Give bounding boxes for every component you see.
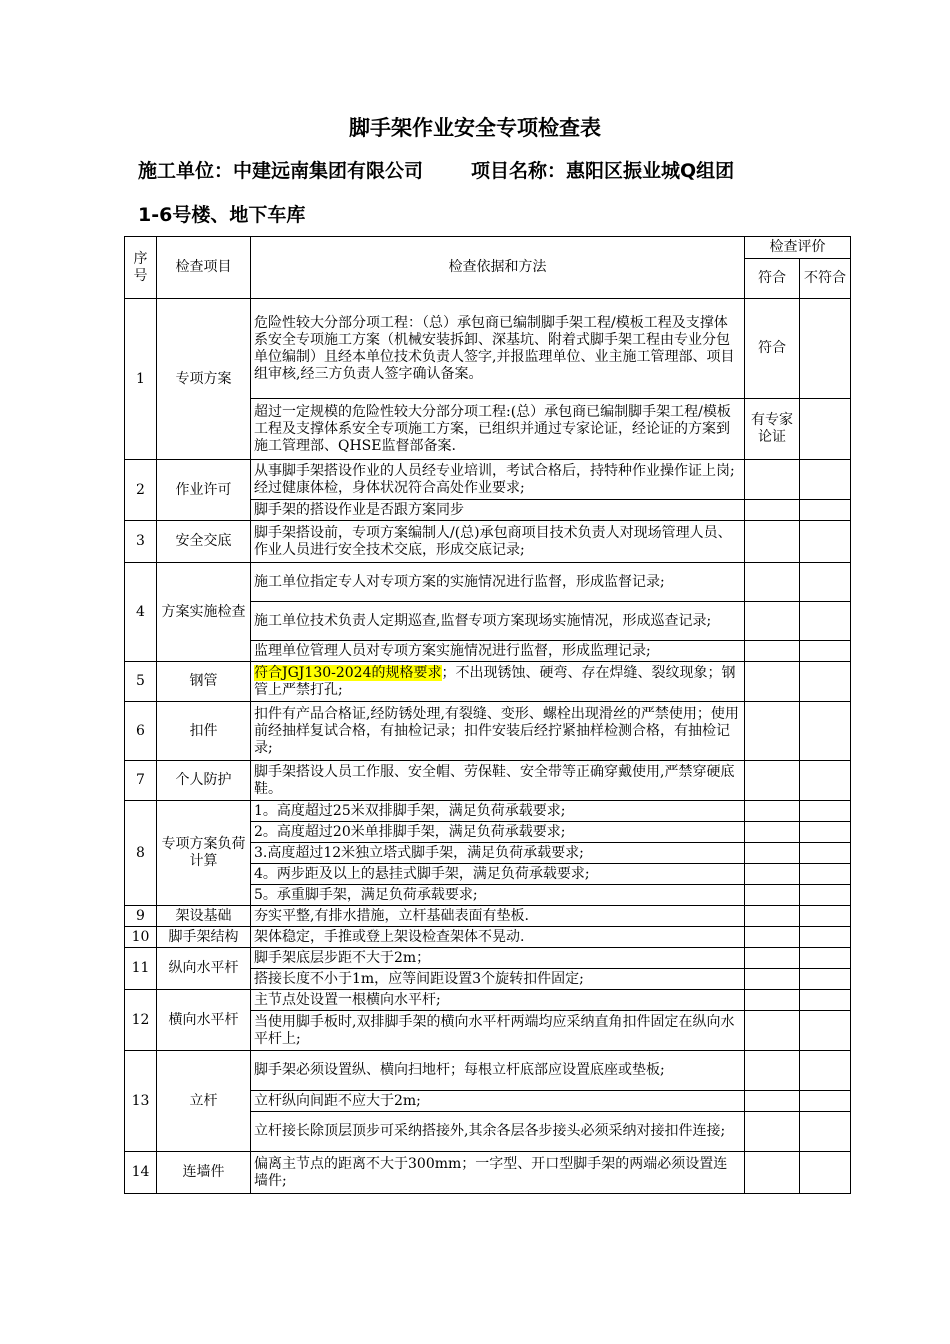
project-name: 项目名称：惠阳区振业城Q组团 bbox=[471, 160, 735, 182]
evaluation-pass[interactable] bbox=[745, 761, 800, 801]
evaluation-fail[interactable] bbox=[800, 1112, 851, 1152]
row-number: 1 bbox=[125, 299, 157, 460]
evaluation-pass[interactable] bbox=[745, 1112, 800, 1152]
row-number: 12 bbox=[125, 990, 157, 1051]
evaluation-fail[interactable] bbox=[800, 906, 851, 927]
inspection-item: 钢管 bbox=[157, 662, 251, 702]
header-fail: 不符合 bbox=[800, 259, 851, 299]
table-row bbox=[125, 521, 851, 563]
evaluation-fail[interactable] bbox=[800, 299, 851, 399]
inspection-basis: 当使用脚手板时,双排脚手架的横向水平杆两端均应采纳直角扣件固定在纵向水平杆上; bbox=[251, 1011, 745, 1051]
evaluation-fail[interactable] bbox=[800, 563, 851, 602]
inspection-basis: 监理单位管理人员对专项方案实施情况进行监督，形成监理记录; bbox=[251, 641, 745, 662]
inspection-basis: 脚手架必须设置纵、横向扫地杆；每根立杆底部应设置底座或垫板; bbox=[251, 1051, 745, 1091]
evaluation-pass[interactable] bbox=[745, 460, 800, 500]
inspection-item: 脚手架结构 bbox=[157, 927, 251, 948]
row-number: 2 bbox=[125, 460, 157, 521]
evaluation-fail[interactable] bbox=[800, 702, 851, 761]
inspection-item: 横向水平杆 bbox=[157, 990, 251, 1051]
evaluation-pass[interactable] bbox=[745, 885, 800, 906]
header-info bbox=[138, 156, 734, 183]
inspection-item: 架设基础 bbox=[157, 906, 251, 927]
table-row bbox=[125, 1152, 851, 1194]
evaluation-fail[interactable] bbox=[800, 521, 851, 563]
evaluation-fail[interactable] bbox=[800, 662, 851, 702]
evaluation-fail[interactable] bbox=[800, 843, 851, 864]
header-no: 序号 bbox=[125, 237, 157, 299]
row-number: 13 bbox=[125, 1051, 157, 1152]
inspection-basis: 1。高度超过25米双排脚手架，满足负荷承载要求; bbox=[251, 801, 745, 822]
evaluation-fail[interactable] bbox=[800, 864, 851, 885]
header-pass: 符合 bbox=[745, 259, 800, 299]
inspection-basis: 施工单位指定专人对专项方案的实施情况进行监督，形成监督记录; bbox=[251, 563, 745, 602]
table-row bbox=[125, 662, 851, 702]
table-body bbox=[125, 299, 851, 1194]
table-row bbox=[125, 948, 851, 969]
table-row bbox=[125, 702, 851, 761]
evaluation-pass[interactable] bbox=[745, 602, 800, 641]
basis-text: ；不出现锈蚀、硬弯、存在焊缝、裂纹现象；钢管上严禁打孔; bbox=[254, 664, 736, 698]
evaluation-fail[interactable] bbox=[800, 885, 851, 906]
evaluation-pass[interactable] bbox=[745, 500, 800, 521]
evaluation-pass[interactable] bbox=[745, 521, 800, 563]
table-row bbox=[125, 460, 851, 500]
evaluation-pass[interactable] bbox=[745, 864, 800, 885]
evaluation-fail[interactable] bbox=[800, 1051, 851, 1091]
evaluation-pass[interactable] bbox=[745, 906, 800, 927]
evaluation-fail[interactable] bbox=[800, 801, 851, 822]
evaluation-fail[interactable] bbox=[800, 990, 851, 1011]
evaluation-pass[interactable] bbox=[745, 662, 800, 702]
inspection-basis: 立杆接长除顶层顶步可采纳搭接外,其余各层各步接头必须采纳对接扣件连接; bbox=[251, 1112, 745, 1152]
evaluation-fail[interactable] bbox=[800, 399, 851, 460]
evaluation-fail[interactable] bbox=[800, 761, 851, 801]
inspection-basis: 搭接长度不小于1m，应等间距设置3个旋转扣件固定; bbox=[251, 969, 745, 990]
table-row bbox=[125, 563, 851, 602]
evaluation-fail[interactable] bbox=[800, 1091, 851, 1112]
evaluation-fail[interactable] bbox=[800, 641, 851, 662]
evaluation-fail[interactable] bbox=[800, 927, 851, 948]
evaluation-pass[interactable] bbox=[745, 1051, 800, 1091]
evaluation-pass[interactable] bbox=[745, 948, 800, 969]
table-row bbox=[125, 801, 851, 822]
evaluation-pass[interactable] bbox=[745, 702, 800, 761]
evaluation-pass[interactable] bbox=[745, 641, 800, 662]
inspection-basis: 夯实平整,有排水措施，立杆基础表面有垫板. bbox=[251, 906, 745, 927]
inspection-item: 纵向水平杆 bbox=[157, 948, 251, 990]
evaluation-fail[interactable] bbox=[800, 602, 851, 641]
evaluation-pass[interactable] bbox=[745, 1011, 800, 1051]
evaluation-pass[interactable] bbox=[745, 801, 800, 822]
evaluation-fail[interactable] bbox=[800, 1011, 851, 1051]
inspection-item: 作业许可 bbox=[157, 460, 251, 521]
table-row bbox=[125, 761, 851, 801]
table-row bbox=[125, 299, 851, 399]
inspection-basis: 立杆纵向间距不应大于2m; bbox=[251, 1091, 745, 1112]
row-number: 9 bbox=[125, 906, 157, 927]
inspection-item: 扣件 bbox=[157, 702, 251, 761]
evaluation-fail[interactable] bbox=[800, 500, 851, 521]
evaluation-fail[interactable] bbox=[800, 822, 851, 843]
inspection-basis bbox=[251, 662, 745, 702]
header-basis: 检查依据和方法 bbox=[251, 237, 745, 299]
row-number: 7 bbox=[125, 761, 157, 801]
evaluation-pass[interactable] bbox=[745, 1091, 800, 1112]
row-number: 3 bbox=[125, 521, 157, 563]
inspection-table bbox=[124, 236, 851, 1194]
row-number: 4 bbox=[125, 563, 157, 662]
row-number: 5 bbox=[125, 662, 157, 702]
inspection-item: 连墙件 bbox=[157, 1152, 251, 1194]
inspection-item: 方案实施检查 bbox=[157, 563, 251, 662]
inspection-item: 个人防护 bbox=[157, 761, 251, 801]
inspection-basis: 架体稳定，手推或登上架设检查架体不晃动. bbox=[251, 927, 745, 948]
header-evaluation: 检查评价 bbox=[745, 237, 851, 259]
header-item: 检查项目 bbox=[157, 237, 251, 299]
evaluation-fail[interactable] bbox=[800, 948, 851, 969]
inspection-basis: 3.高度超过12米独立塔式脚手架，满足负荷承载要求; bbox=[251, 843, 745, 864]
evaluation-pass[interactable] bbox=[745, 969, 800, 990]
row-number: 10 bbox=[125, 927, 157, 948]
inspection-basis: 危险性较大分部分项工程：（总）承包商已编制脚手架工程/模板工程及支撑体系安全专项施工方案（机械安装拆卸、深基坑、附着式脚手架工程由专业分包单位编制）且经本单位技术负责人签字,并报监理单位、业主施工管理部、项目组审核,经三方负责人签字确认备案。 bbox=[251, 299, 745, 399]
inspection-basis: 4。两步距及以上的悬挂式脚手架，满足负荷承载要求; bbox=[251, 864, 745, 885]
evaluation-fail[interactable] bbox=[800, 460, 851, 500]
inspection-basis: 脚手架的搭设作业是否跟方案同步 bbox=[251, 500, 745, 521]
evaluation-pass[interactable] bbox=[745, 563, 800, 602]
inspection-basis: 扣件有产品合格证,经防锈处理,有裂缝、变形、螺栓出现滑丝的严禁使用；使用前经抽样复试合格，有抽检记录；扣件安装后经拧紧抽样检测合格，有抽检记录; bbox=[251, 702, 745, 761]
row-number: 6 bbox=[125, 702, 157, 761]
evaluation-pass[interactable] bbox=[745, 1152, 800, 1194]
evaluation-pass[interactable]: 有专家论证 bbox=[745, 399, 800, 460]
table-row bbox=[125, 1051, 851, 1091]
evaluation-fail[interactable] bbox=[800, 1152, 851, 1194]
highlighted-text: 符合JGJ130-2024的规格要求 bbox=[254, 664, 442, 681]
table-row bbox=[125, 927, 851, 948]
inspection-basis: 主节点处设置一根横向水平杆; bbox=[251, 990, 745, 1011]
inspection-basis: 脚手架底层步距不大于2m； bbox=[251, 948, 745, 969]
row-number: 8 bbox=[125, 801, 157, 906]
inspection-basis: 施工单位技术负责人定期巡查,监督专项方案现场实施情况，形成巡查记录; bbox=[251, 602, 745, 641]
evaluation-fail[interactable] bbox=[800, 969, 851, 990]
inspection-item: 专项方案负荷计算 bbox=[157, 801, 251, 906]
inspection-item: 专项方案 bbox=[157, 299, 251, 460]
evaluation-pass[interactable] bbox=[745, 927, 800, 948]
evaluation-pass[interactable] bbox=[745, 822, 800, 843]
row-number: 14 bbox=[125, 1152, 157, 1194]
evaluation-pass[interactable] bbox=[745, 990, 800, 1011]
inspection-basis: 偏离主节点的距离不大于300mm；一字型、开口型脚手架的两端必须设置连墙件; bbox=[251, 1152, 745, 1194]
inspection-item: 安全交底 bbox=[157, 521, 251, 563]
table-row bbox=[125, 906, 851, 927]
inspection-basis: 脚手架搭设人员工作服、安全帽、劳保鞋、安全带等正确穿戴使用,严禁穿硬底鞋。 bbox=[251, 761, 745, 801]
inspection-basis: 脚手架搭设前，专项方案编制人/(总)承包商项目技术负责人对现场管理人员、作业人员进行安全技术交底，形成交底记录; bbox=[251, 521, 745, 563]
evaluation-pass[interactable]: 符合 bbox=[745, 299, 800, 399]
page-title: 脚手架作业安全专项检查表 bbox=[349, 116, 601, 140]
row-number: 11 bbox=[125, 948, 157, 990]
project-name-continued: 1-6号楼、地下车库 bbox=[138, 204, 306, 226]
inspection-basis: 从事脚手架搭设作业的人员经专业培训，考试合格后，持特种作业操作证上岗;经过健康体检，身体状况符合高处作业要求; bbox=[251, 460, 745, 500]
evaluation-pass[interactable] bbox=[745, 843, 800, 864]
inspection-basis: 2。高度超过20米单排脚手架，满足负荷承载要求; bbox=[251, 822, 745, 843]
construction-unit: 施工单位：中建远南集团有限公司 bbox=[138, 160, 424, 182]
table-row bbox=[125, 990, 851, 1011]
inspection-basis: 5。承重脚手架，满足负荷承载要求; bbox=[251, 885, 745, 906]
table-header bbox=[125, 237, 851, 299]
inspection-item: 立杆 bbox=[157, 1051, 251, 1152]
inspection-basis: 超过一定规模的危险性较大分部分项工程:(总）承包商已编制脚手架工程/模板工程及支撑体系安全专项施工方案，已组织并通过专家论证，经论证的方案到施工管理部、QHSE监督部备案. bbox=[251, 399, 745, 460]
